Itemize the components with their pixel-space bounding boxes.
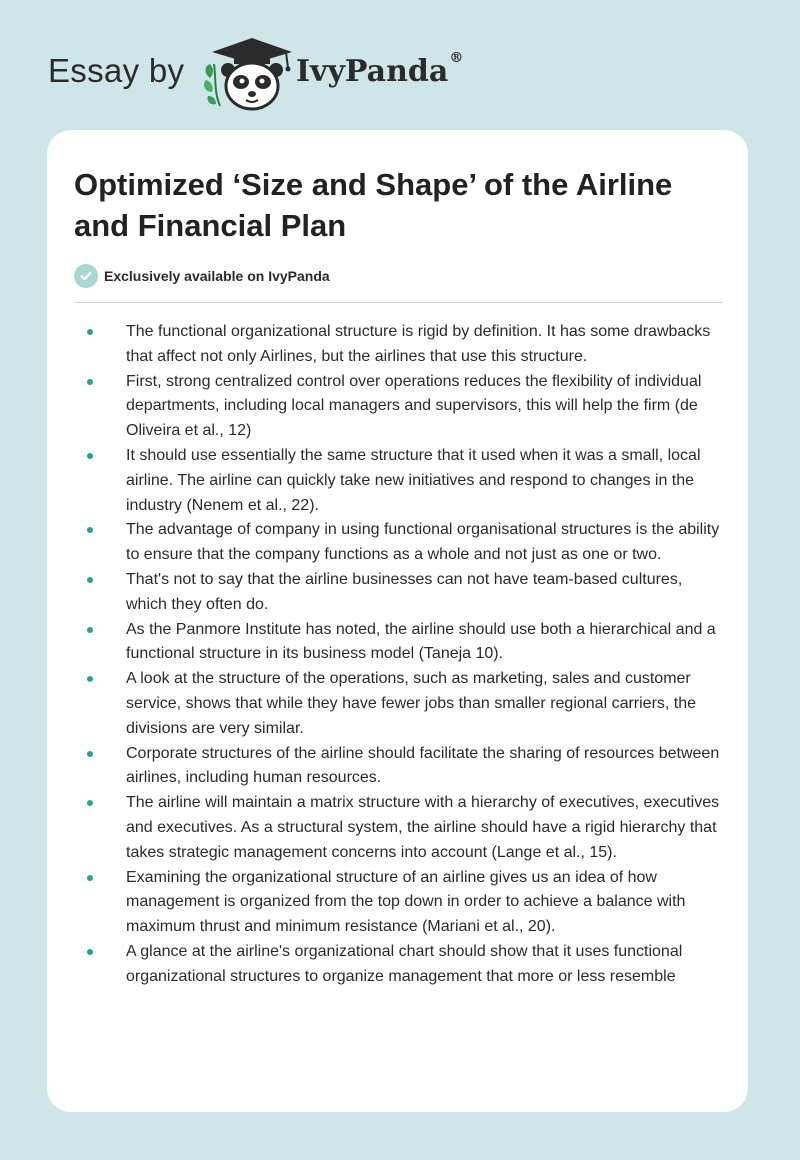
- list-item: The advantage of company in using functional organisational structures is the ability to ensure that the company functions as a whole and not just as one or two.: [47, 518, 748, 568]
- bullet-dot-icon: [87, 949, 93, 955]
- brand-name[interactable]: IvyPanda®: [296, 50, 464, 89]
- essay-by-label: Essay by: [48, 52, 185, 89]
- exclusive-badge: [74, 264, 330, 288]
- list-item: Corporate structures of the airline should facilitate the sharing of resources between airlines, including human resources.: [47, 742, 748, 792]
- bullet-dot-icon: [87, 329, 93, 335]
- page-title: Optimized ‘Size and Shape’ of the Airline and Financial Plan: [74, 167, 673, 243]
- ivypanda-logo-icon[interactable]: [200, 34, 296, 112]
- bullet-dot-icon: [87, 676, 93, 682]
- list-item: The functional organizational structure is rigid by definition. It has some drawbacks that affect not only Airlines, but the airlines that use this structure.: [47, 320, 748, 370]
- bullet-dot-icon: [87, 751, 93, 757]
- bullet-dot-icon: [87, 627, 93, 633]
- bullet-dot-icon: [87, 800, 93, 806]
- list-item: A look at the structure of the operations, such as marketing, sales and customer service, shows that while they have fewer jobs than smaller regional carriers, the divisions are very similar.: [47, 667, 748, 741]
- bullet-dot-icon: [87, 527, 93, 533]
- list-item: First, strong centralized control over operations reduces the flexibility of individual departments, including local managers and supervisors, this will help the firm (de Oliveira et al., 12): [47, 370, 748, 444]
- registered-mark: ®: [449, 50, 464, 66]
- list-item: The airline will maintain a matrix structure with a hierarchy of executives, executives and executives. As a structural system, the airline should have a rigid hierarchy that takes strategic management concerns into account (Lange et al., 15).: [47, 791, 748, 865]
- bullet-dot-icon: [87, 453, 93, 459]
- badge-label: Exclusively available on IvyPanda: [104, 268, 330, 284]
- bullet-dot-icon: [87, 379, 93, 385]
- site-header: [0, 0, 800, 130]
- bullet-dot-icon: [87, 577, 93, 583]
- divider: [74, 302, 723, 303]
- check-icon: [74, 264, 98, 288]
- list-item: Examining the organizational structure of an airline gives us an idea of how management is organized from the top down in order to achieve a balance with maximum thrust and minimum resistance (Mariani et al., 20).: [47, 866, 748, 940]
- list-item: That's not to say that the airline businesses can not have team-based cultures, which they often do.: [47, 568, 748, 618]
- bullet-list: [47, 320, 748, 990]
- list-item: It should use essentially the same structure that it used when it was a small, local airline. The airline can quickly take new initiatives and respond to changes in the industry (Nenem et al., 22).: [47, 444, 748, 518]
- list-item: A glance at the airline's organizational chart should show that it uses functional organizational structures to organize management that more or less resemble: [47, 940, 748, 990]
- list-item: As the Panmore Institute has noted, the airline should use both a hierarchical and a functional structure in its business model (Taneja 10).: [47, 618, 748, 668]
- bullet-dot-icon: [87, 875, 93, 881]
- essay-card: [47, 130, 748, 1112]
